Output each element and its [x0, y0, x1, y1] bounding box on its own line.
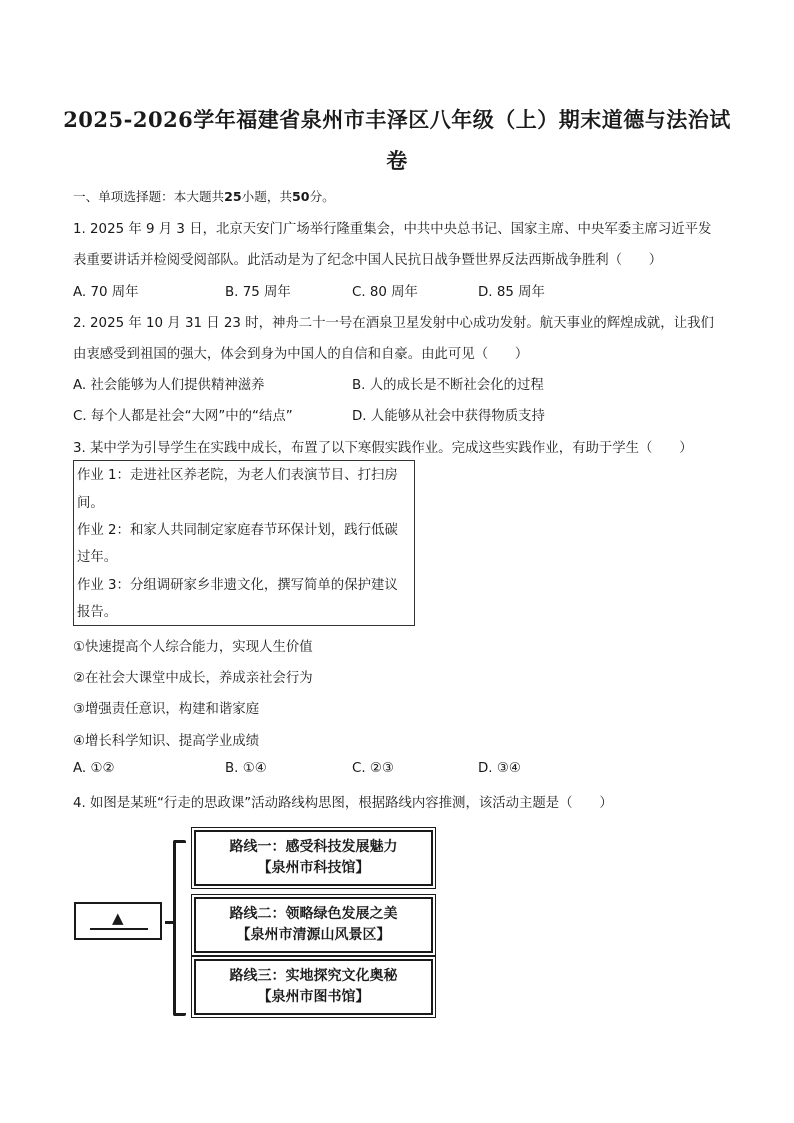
exam-title-line1: 2025-2026学年福建省泉州市丰泽区八年级（上）期末道德与法治试: [63, 107, 731, 132]
q3-option-a[interactable]: A. ①②: [73, 761, 115, 776]
route-place: 【泉州市图书馆】: [257, 989, 370, 1005]
route-box-3: [194, 959, 433, 1015]
q3-statement-1: ①快速提高个人综合能力，实现人生价值: [73, 640, 313, 655]
answer-underline: [90, 928, 148, 930]
q3-statement-2: ②在社会大课堂中成长，养成亲社会行为: [73, 671, 313, 686]
exam-title-line2: 卷: [386, 148, 408, 173]
q3-statement-3: ③增强责任意识，构建和谐家庭: [73, 702, 260, 717]
q2-option-a[interactable]: A. 社会能够为人们提供精神滋养: [73, 378, 265, 393]
section-suffix: 分。: [309, 189, 335, 204]
q3-option-d[interactable]: D. ③④: [478, 761, 521, 776]
bracket: [173, 840, 186, 1016]
section-count: 25: [224, 189, 242, 204]
q3-box-line: 作业 2：和家人共同制定家庭春节环保计划，践行低碳: [77, 523, 398, 538]
q3-box-line: 作业 3：分组调研家乡非遗文化，撰写简单的保护建议: [77, 578, 398, 593]
route-box-2: [194, 897, 433, 953]
q1-option-b[interactable]: B. 75 周年: [225, 285, 291, 300]
q3-box-line: 过年。: [77, 550, 118, 565]
q3-box-line: 间。: [77, 496, 104, 511]
theme-placeholder-box: [74, 902, 162, 940]
q2-stem-line1: 2. 2025 年 10 月 31 日 23 时，神舟二十一号在酒泉卫星发射中心成功发射。航天事业的辉煌成就，让我们: [73, 316, 714, 331]
q3-box-line: 作业 1：走进社区养老院，为老人们表演节目、打扫房: [77, 468, 398, 483]
q1-option-a[interactable]: A. 70 周年: [73, 285, 139, 300]
q3-box-line: 报告。: [77, 605, 118, 620]
q3-option-b[interactable]: B. ①④: [225, 761, 267, 776]
q3-statement-4: ④增长科学知识、提高学业成绩: [73, 734, 260, 749]
section-heading: [73, 186, 335, 205]
q1-option-d[interactable]: D. 85 周年: [478, 285, 545, 300]
route-box-1: [194, 830, 433, 886]
q2-stem-line2: 由衷感受到祖国的强大，体会到身为中国人的自信和自豪。由此可见（ ）: [73, 347, 529, 362]
route-place: 【泉州市清源山风景区】: [236, 927, 391, 943]
section-prefix: 一、单项选择题：本大题共: [73, 189, 225, 204]
q1-stem-line1: 1. 2025 年 9 月 3 日，北京天安门广场举行隆重集会，中共中央总书记、国家主席、中央军委主席习近平发: [73, 222, 712, 237]
q3-homework-box: [73, 460, 415, 626]
q1-option-c[interactable]: C. 80 周年: [352, 285, 418, 300]
q1-stem-line2: 表重要讲话并检阅受阅部队。此活动是为了纪念中国人民抗日战争暨世界反法西斯战争胜利（ ）: [73, 253, 663, 268]
q4-stem-line1: 4. 如图是某班“行走的思政课”活动路线构思图，根据路线内容推测，该活动主题是（ ）: [73, 796, 613, 811]
route-place: 【泉州市科技馆】: [257, 860, 370, 876]
section-mid: 小题，共: [241, 189, 293, 204]
triangle-icon: ▲: [112, 909, 124, 927]
q3-stem-line1: 3. 某中学为引导学生在实践中成长，布置了以下寒假实践作业。完成这些实践作业，有助于学生（ ）: [73, 441, 693, 456]
q2-option-b[interactable]: B. 人的成长是不断社会化的过程: [352, 378, 544, 393]
route-name: 路线一：感受科技发展魅力: [229, 839, 398, 855]
q2-option-d[interactable]: D. 人能够从社会中获得物质支持: [352, 409, 545, 424]
route-name: 路线二：领略绿色发展之美: [229, 906, 398, 922]
section-score: 50: [292, 189, 310, 204]
route-name: 路线三：实地探究文化奥秘: [229, 968, 398, 984]
q2-option-c[interactable]: C. 每个人都是社会“大网”中的“结点”: [73, 409, 293, 424]
route-diagram: [70, 820, 450, 1020]
q3-option-c[interactable]: C. ②③: [352, 761, 394, 776]
